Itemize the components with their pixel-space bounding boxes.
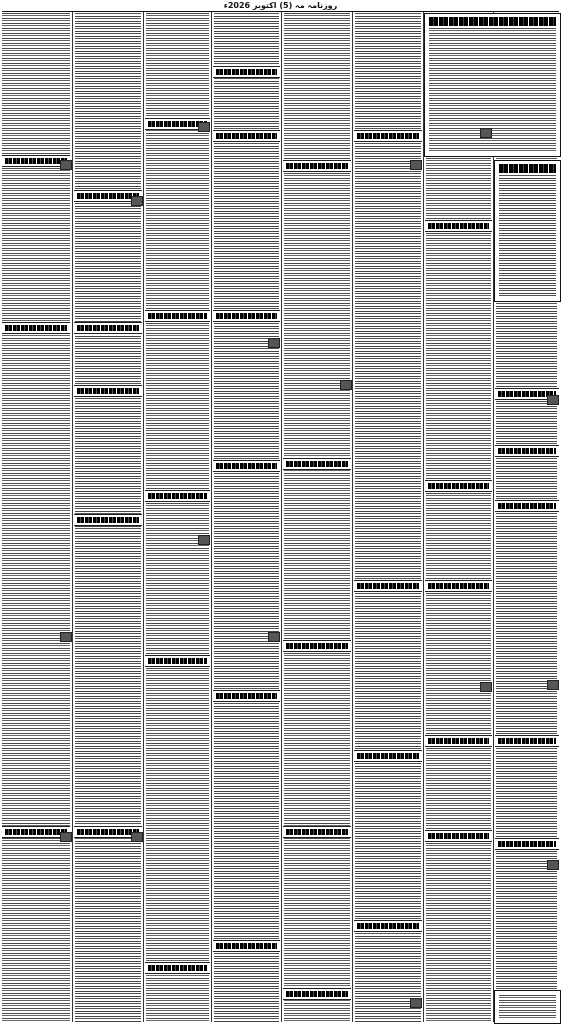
story-headline <box>145 490 210 502</box>
story-number-tag <box>268 632 280 642</box>
text-column-7 <box>424 13 493 1022</box>
story-headline <box>495 445 559 457</box>
story-headline <box>74 322 142 334</box>
story-headline <box>145 655 210 667</box>
story-headline <box>425 580 492 592</box>
story-number-tag <box>410 998 422 1008</box>
story-headline <box>213 310 280 322</box>
notice-box <box>494 160 561 302</box>
story-headline <box>354 130 422 142</box>
page-header <box>0 0 561 10</box>
story-headline <box>283 988 351 1000</box>
story-headline <box>213 460 280 472</box>
story-headline <box>145 310 210 322</box>
story-headline <box>74 514 142 526</box>
story-number-tag <box>547 860 559 870</box>
story-headline <box>425 830 492 842</box>
story-headline <box>213 940 280 952</box>
story-headline <box>495 500 559 512</box>
story-headline <box>213 66 280 78</box>
story-headline <box>425 220 492 232</box>
story-headline <box>354 920 422 932</box>
story-headline <box>354 580 422 592</box>
story-headline <box>354 750 422 762</box>
story-headline <box>74 385 142 397</box>
story-number-tag <box>480 128 492 138</box>
story-number-tag <box>547 395 559 405</box>
story-number-tag <box>480 682 492 692</box>
story-headline <box>495 735 559 747</box>
notice-box <box>494 990 561 1024</box>
story-headline <box>495 838 559 850</box>
page-header-title: روزنامہ مہ (5) اکتوبر 2026ء <box>223 0 338 10</box>
story-headline <box>425 735 492 747</box>
story-headline <box>283 640 351 652</box>
story-number-tag <box>60 832 72 842</box>
story-number-tag <box>410 160 422 170</box>
story-number-tag <box>547 680 559 690</box>
story-number-tag <box>60 632 72 642</box>
story-headline <box>213 130 280 142</box>
story-number-tag <box>60 160 72 170</box>
notice-box <box>424 13 561 157</box>
story-headline <box>283 160 351 172</box>
text-column-3 <box>144 13 211 1022</box>
story-number-tag <box>198 535 210 545</box>
story-number-tag <box>340 380 352 390</box>
story-headline <box>425 480 492 492</box>
story-number-tag <box>131 196 143 206</box>
text-column-4 <box>212 13 281 1022</box>
story-number-tag <box>198 122 210 132</box>
story-number-tag <box>268 338 280 348</box>
story-headline <box>283 826 351 838</box>
story-headline <box>2 322 70 334</box>
story-headline <box>213 690 280 702</box>
story-number-tag <box>131 832 143 842</box>
story-headline <box>283 458 351 470</box>
story-headline <box>145 962 210 974</box>
